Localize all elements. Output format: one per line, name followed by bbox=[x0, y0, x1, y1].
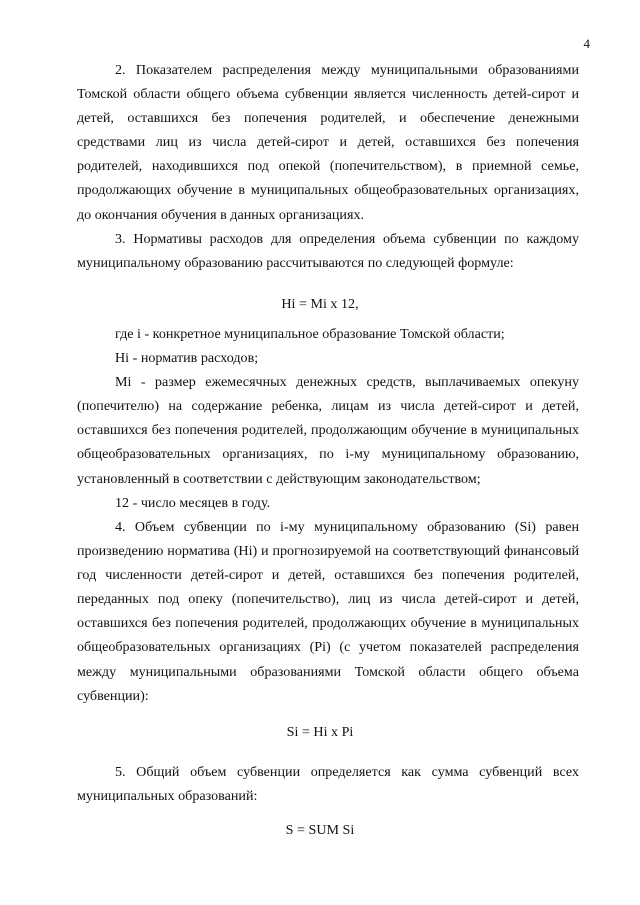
paragraph-3: 3. Нормативы расходов для определения объема субвенции по каждому муниципальному образованию рассчитываются по следующей формуле: bbox=[77, 231, 579, 272]
paragraph-5: 5. Общий объем субвенции определяется как сумма субвенций всех муниципальных образований: bbox=[77, 764, 579, 805]
definition-mi: Mi - размер ежемесячных денежных средств, выплачиваемых опекуну (попечителю) на содержание ребенка, лицам из числа детей-сирот и детей, оставшихся без попечения родителей, продолжающим обучение в муниципальных общеобразовательных организациях, по i-му муниципальному образованию, установленный в соответствии с действующим законодательством; bbox=[77, 374, 579, 487]
formula-hi: Hi = Mi x 12, bbox=[281, 296, 359, 312]
formula-si: Si = Hi x Pi bbox=[286, 724, 354, 740]
definition-months: 12 - число месяцев в году. bbox=[115, 494, 271, 511]
paragraph-2-block bbox=[77, 58, 579, 227]
definition-i: где i - конкретное муниципальное образование Томской области; bbox=[115, 326, 505, 342]
paragraph-4: 4. Объем субвенции по i-му муниципальному образованию (Si) равен произведению норматива (Hi) и прогнозируемой на соответствующий финансовый год численности детей-сирот и детей, оставшихся без попечения родителей, переданных под опеку (попечительство), лиц из числа детей-сирот и детей, оставшихся без попечения родителей, продолжающих обучение в муниципальных общеобразовательных организациях (Pi) (с учетом показателей распределения между муниципальными образованиями Томской области общего объема субвенции): bbox=[77, 519, 579, 704]
definition-hi: Hi - норматив расходов; bbox=[115, 350, 259, 367]
paragraph-2: 2. Показателем распределения между муниципальными образованиями Томской области общего объема субвенции является численность детей-сирот и детей, оставшихся без попечения родителей, и обеспечение денежными средствами лиц из числа детей-сирот и детей, оставшихся без попечения родителей, находившихся под опекой (попечительством), в приемной семье, продолжающих обучение в муниципальных общеобразовательных организациях, до окончания обучения в данных организациях. bbox=[77, 62, 579, 223]
definitions-block bbox=[77, 322, 579, 515]
paragraph-3-block bbox=[77, 227, 579, 275]
paragraph-4-block bbox=[77, 515, 579, 708]
page-number: 4 bbox=[583, 36, 590, 51]
formula-s: S = SUM Si bbox=[285, 822, 355, 838]
paragraph-5-block bbox=[77, 760, 579, 808]
